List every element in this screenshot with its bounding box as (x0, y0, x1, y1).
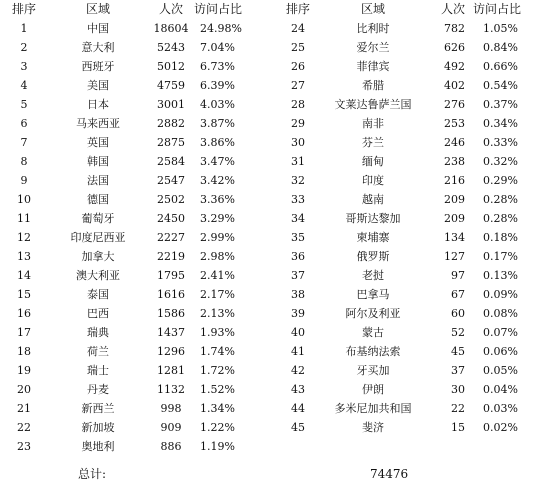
cell-rank: 31 (291, 155, 305, 168)
table-row (277, 247, 550, 266)
header-share: 访问占比 (194, 2, 243, 16)
cell-share: 3.47% (200, 155, 235, 168)
table-row (277, 190, 550, 209)
cell-rank: 1 (20, 22, 28, 35)
total-label: 总计: (78, 467, 107, 481)
cell-share: 0.28% (483, 212, 518, 225)
table-row (0, 19, 270, 38)
table-row (0, 76, 270, 95)
cell-visits: 1296 (157, 345, 185, 358)
cell-share: 1.05% (483, 22, 518, 35)
cell-region: 荷兰 (87, 345, 109, 358)
header-region: 区域 (85, 2, 110, 16)
cell-region: 英国 (87, 136, 109, 149)
cell-rank: 39 (291, 307, 305, 320)
table-row (277, 152, 550, 171)
cell-region: 瑞士 (87, 364, 109, 377)
cell-region: 希腊 (362, 79, 384, 92)
cell-region: 新西兰 (81, 402, 115, 415)
cell-visits: 492 (444, 60, 465, 73)
cell-share: 0.08% (483, 307, 518, 320)
cell-visits: 782 (444, 22, 465, 35)
cell-rank: 13 (17, 250, 31, 263)
cell-rank: 17 (17, 326, 31, 339)
cell-share: 0.84% (483, 41, 518, 54)
cell-visits: 60 (451, 307, 465, 320)
cell-visits: 2882 (157, 117, 185, 130)
left-table-body (0, 19, 270, 456)
cell-rank: 29 (291, 117, 305, 130)
table-row (277, 342, 550, 361)
cell-visits: 246 (444, 136, 465, 149)
cell-rank: 21 (17, 402, 31, 415)
cell-region: 柬埔寨 (356, 231, 390, 244)
cell-share: 1.52% (200, 383, 235, 396)
cell-region: 葡萄牙 (81, 212, 115, 225)
header-row (277, 0, 550, 19)
cell-rank: 12 (17, 231, 31, 244)
cell-region: 斐济 (362, 421, 384, 434)
cell-visits: 22 (451, 402, 465, 415)
cell-region: 日本 (87, 98, 109, 111)
table-row (0, 57, 270, 76)
cell-share: 1.72% (200, 364, 235, 377)
cell-visits: 2502 (157, 193, 185, 206)
table-row (277, 171, 550, 190)
cell-region: 牙买加 (356, 364, 390, 377)
header-visits: 人次 (158, 2, 183, 16)
cell-region: 澳大利亚 (76, 269, 120, 282)
table-row (0, 152, 270, 171)
right-table-body (277, 19, 550, 437)
cell-rank: 16 (17, 307, 31, 320)
cell-region: 巴拿马 (356, 288, 390, 301)
cell-rank: 4 (20, 79, 28, 92)
cell-visits: 1586 (157, 307, 185, 320)
cell-visits: 45 (451, 345, 465, 358)
cell-rank: 43 (291, 383, 305, 396)
cell-share: 2.99% (200, 231, 235, 244)
cell-share: 3.42% (200, 174, 235, 187)
cell-region: 多米尼加共和国 (334, 402, 412, 415)
cell-share: 2.13% (200, 307, 235, 320)
cell-visits: 276 (444, 98, 465, 111)
cell-rank: 9 (20, 174, 28, 187)
cell-rank: 14 (17, 269, 31, 282)
table-row (277, 114, 550, 133)
cell-rank: 24 (291, 22, 305, 35)
cell-visits: 2584 (157, 155, 185, 168)
total-value: 74476 (370, 467, 409, 481)
cell-share: 0.37% (483, 98, 518, 111)
cell-region: 蒙古 (362, 326, 384, 339)
cell-share: 2.17% (200, 288, 235, 301)
cell-share: 0.54% (483, 79, 518, 92)
cell-share: 1.22% (200, 421, 235, 434)
cell-visits: 253 (444, 117, 465, 130)
table-row (277, 285, 550, 304)
table-row (0, 304, 270, 323)
cell-rank: 6 (20, 117, 28, 130)
cell-visits: 1616 (157, 288, 185, 301)
cell-rank: 7 (20, 136, 28, 149)
table-row (277, 266, 550, 285)
table-row (0, 361, 270, 380)
cell-region: 伊朗 (362, 383, 384, 396)
cell-visits: 998 (160, 402, 182, 415)
cell-rank: 15 (17, 288, 31, 301)
cell-rank: 11 (17, 212, 31, 225)
table-row (277, 57, 550, 76)
cell-region: 俄罗斯 (356, 250, 390, 263)
table-row (277, 133, 550, 152)
cell-share: 0.13% (483, 269, 518, 282)
cell-region: 意大利 (81, 41, 115, 54)
table-row (277, 304, 550, 323)
cell-share: 6.39% (200, 79, 235, 92)
cell-visits: 1795 (157, 269, 185, 282)
cell-rank: 33 (291, 193, 305, 206)
cell-rank: 20 (17, 383, 31, 396)
cell-rank: 38 (291, 288, 305, 301)
cell-rank: 19 (17, 364, 31, 377)
cell-rank: 44 (291, 402, 305, 415)
cell-visits: 209 (444, 193, 465, 206)
cell-visits: 15 (451, 421, 465, 434)
cell-region: 瑞典 (87, 326, 109, 339)
cell-share: 0.32% (483, 155, 518, 168)
table-row (0, 247, 270, 266)
cell-visits: 1437 (157, 326, 185, 339)
table-row (0, 228, 270, 247)
cell-rank: 2 (20, 41, 28, 54)
header-region: 区域 (360, 2, 385, 16)
cell-region: 马来西亚 (76, 117, 120, 130)
cell-region: 越南 (362, 193, 384, 206)
cell-visits: 30 (451, 383, 465, 396)
table-row (0, 171, 270, 190)
cell-rank: 3 (20, 60, 28, 73)
cell-rank: 5 (20, 98, 28, 111)
table-row (277, 95, 550, 114)
table-row (0, 95, 270, 114)
table-row (277, 38, 550, 57)
cell-region: 老挝 (362, 269, 384, 282)
table-row (0, 190, 270, 209)
cell-share: 7.04% (200, 41, 235, 54)
cell-visits: 2547 (157, 174, 185, 187)
cell-region: 哥斯达黎加 (345, 212, 401, 225)
cell-share: 1.19% (200, 440, 235, 453)
cell-rank: 36 (291, 250, 305, 263)
cell-rank: 25 (291, 41, 305, 54)
table-row (0, 266, 270, 285)
table-row (277, 323, 550, 342)
header-rank: 排序 (11, 2, 36, 16)
cell-visits: 97 (451, 269, 465, 282)
header-row (0, 0, 270, 19)
cell-visits: 886 (160, 440, 182, 453)
cell-share: 0.03% (483, 402, 518, 415)
cell-share: 3.29% (200, 212, 235, 225)
cell-share: 1.93% (200, 326, 235, 339)
cell-share: 2.41% (200, 269, 235, 282)
cell-region: 德国 (87, 193, 109, 206)
cell-visits: 18604 (153, 22, 189, 35)
cell-visits: 3001 (157, 98, 185, 111)
cell-share: 0.29% (483, 174, 518, 187)
table-row (0, 437, 270, 456)
header-share: 访问占比 (473, 2, 522, 16)
table-row (277, 399, 550, 418)
cell-visits: 238 (444, 155, 465, 168)
cell-rank: 18 (17, 345, 31, 358)
table-row (277, 76, 550, 95)
table-row (0, 38, 270, 57)
cell-visits: 4759 (157, 79, 185, 92)
cell-visits: 2875 (157, 136, 185, 149)
cell-share: 0.34% (483, 117, 518, 130)
cell-share: 1.34% (200, 402, 235, 415)
cell-visits: 5243 (157, 41, 185, 54)
cell-region: 阿尔及利亚 (345, 307, 401, 320)
cell-region: 芬兰 (362, 136, 384, 149)
table-row (0, 114, 270, 133)
cell-visits: 2227 (157, 231, 185, 244)
header-rank: 排序 (285, 2, 310, 16)
cell-region: 印度 (362, 174, 384, 187)
cell-region: 新加坡 (81, 421, 115, 434)
cell-visits: 52 (451, 326, 465, 339)
cell-visits: 402 (444, 79, 465, 92)
cell-share: 0.66% (483, 60, 518, 73)
cell-rank: 35 (291, 231, 305, 244)
table-row (277, 380, 550, 399)
cell-share: 24.98% (200, 22, 242, 35)
cell-share: 4.03% (200, 98, 235, 111)
cell-rank: 32 (291, 174, 305, 187)
cell-rank: 37 (291, 269, 305, 282)
table-row (277, 361, 550, 380)
left-table (0, 0, 270, 456)
cell-share: 0.17% (483, 250, 518, 263)
cell-share: 0.02% (483, 421, 518, 434)
header-visits: 人次 (440, 2, 465, 16)
cell-rank: 42 (291, 364, 305, 377)
cell-region: 中国 (87, 22, 109, 35)
cell-visits: 5012 (157, 60, 185, 73)
table-row (277, 228, 550, 247)
cell-rank: 34 (291, 212, 305, 225)
cell-rank: 41 (291, 345, 305, 358)
cell-region: 加拿大 (81, 250, 115, 263)
table-row (0, 399, 270, 418)
cell-share: 1.74% (200, 345, 235, 358)
table-row (277, 209, 550, 228)
table-row (0, 380, 270, 399)
cell-region: 比利时 (356, 22, 390, 35)
cell-region: 奥地利 (81, 440, 115, 453)
cell-region: 美国 (87, 79, 109, 92)
cell-region: 法国 (87, 174, 109, 187)
cell-rank: 26 (291, 60, 305, 73)
cell-share: 3.36% (200, 193, 235, 206)
cell-visits: 1132 (157, 383, 185, 396)
cell-share: 0.09% (483, 288, 518, 301)
table-row (0, 418, 270, 437)
cell-rank: 22 (17, 421, 31, 434)
cell-share: 0.05% (483, 364, 518, 377)
cell-rank: 8 (20, 155, 28, 168)
cell-share: 0.07% (483, 326, 518, 339)
cell-region: 西班牙 (81, 60, 115, 73)
cell-region: 韩国 (87, 155, 109, 168)
table-row (0, 285, 270, 304)
cell-rank: 27 (291, 79, 305, 92)
cell-share: 0.04% (483, 383, 518, 396)
cell-share: 3.86% (200, 136, 235, 149)
cell-region: 布基纳法索 (345, 345, 401, 358)
cell-rank: 40 (291, 326, 305, 339)
cell-rank: 28 (291, 98, 305, 111)
cell-region: 印度尼西亚 (70, 231, 126, 244)
cell-share: 0.06% (483, 345, 518, 358)
cell-share: 2.98% (200, 250, 235, 263)
cell-visits: 2450 (157, 212, 185, 225)
right-table (277, 0, 550, 437)
table-row (277, 19, 550, 38)
cell-region: 文莱达鲁萨兰国 (334, 98, 412, 111)
cell-region: 菲律宾 (356, 60, 390, 73)
cell-visits: 909 (160, 421, 182, 434)
cell-visits: 209 (444, 212, 465, 225)
cell-visits: 127 (444, 250, 465, 263)
table-row (0, 342, 270, 361)
cell-region: 泰国 (87, 288, 109, 301)
cell-share: 6.73% (200, 60, 235, 73)
cell-region: 丹麦 (87, 383, 109, 396)
cell-visits: 216 (444, 174, 465, 187)
table-row (277, 418, 550, 437)
cell-visits: 626 (444, 41, 465, 54)
cell-rank: 30 (291, 136, 305, 149)
cell-region: 巴西 (87, 307, 109, 320)
table-row (0, 323, 270, 342)
cell-region: 爱尔兰 (356, 41, 390, 54)
cell-rank: 45 (291, 421, 305, 434)
cell-region: 缅甸 (362, 155, 384, 168)
cell-share: 0.33% (483, 136, 518, 149)
cell-share: 0.18% (483, 231, 518, 244)
cell-visits: 1281 (157, 364, 185, 377)
cell-rank: 23 (17, 440, 31, 453)
cell-visits: 67 (451, 288, 465, 301)
cell-share: 0.28% (483, 193, 518, 206)
table-row (0, 209, 270, 228)
cell-visits: 37 (451, 364, 465, 377)
cell-visits: 134 (444, 231, 465, 244)
cell-visits: 2219 (157, 250, 185, 263)
table-row (0, 133, 270, 152)
cell-rank: 10 (17, 193, 31, 206)
cell-region: 南非 (362, 117, 384, 130)
cell-share: 3.87% (200, 117, 235, 130)
